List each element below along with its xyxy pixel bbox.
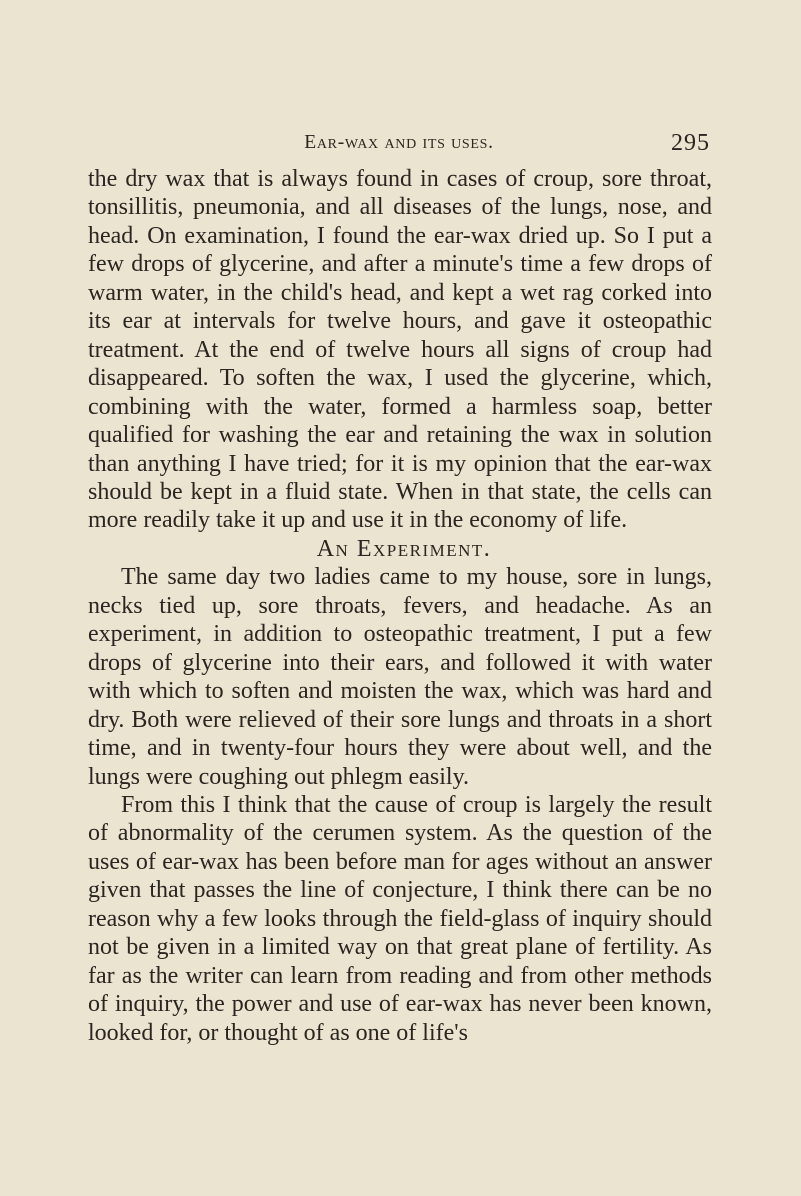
running-title: Ear-wax and its uses.: [304, 132, 494, 153]
paragraph-2: The same day two ladies came to my house, sore in lungs, necks tied up, sore throats, fevers, and headache. As an experiment, in addition to osteopathic treatment, I put a few drops of glycerine into their ears, and followed it with water with which to soften and moisten the wax, which was hard and dry. Both were relieved of their sore lungs and throats in a short time, and in twenty-four hours they were about well, and the lungs were coughing out phlegm easily.: [88, 564, 712, 790]
running-head: [88, 128, 710, 158]
section-heading: An Experiment.: [316, 535, 492, 562]
page-number: 295: [671, 130, 710, 156]
paragraph-3: From this I think that the cause of croup is largely the result of abnormality of the cerumen system. As the question of the uses of ear-wax has been before man for ages without an answer given that passes the line of conjecture, I think there can be no reason why a few looks through the field-glass of inquiry should not be given in a limited way on that great plane of fertility. As far as the writer can learn from reading and from other methods of inquiry, the power and use of ear-wax has never been known, looked for, or thought of as one of life's: [88, 791, 712, 1046]
body-text: [88, 165, 712, 1047]
paragraph-1: the dry wax that is always found in cases of croup, sore throat, tonsillitis, pneumonia, and all diseases of the lungs, nose, and head. On examination, I found the ear-wax dried up. So I put a few drops of glycerine, and after a minute's time a few drops of warm water, in the child's head, and kept a wet rag corked into its ear at intervals for twelve hours, and gave it osteopathic treatment. At the end of twelve hours all signs of croup had disappeared. To soften the wax, I used the glycerine, which, combining with the water, formed a harmless soap, better qualified for washing the ear and retaining the wax in solution than anything I have tried; for it is my opinion that the ear-wax should be kept in a fluid state. When in that state, the cells can more readily take it up and use it in the economy of life.: [88, 166, 712, 534]
